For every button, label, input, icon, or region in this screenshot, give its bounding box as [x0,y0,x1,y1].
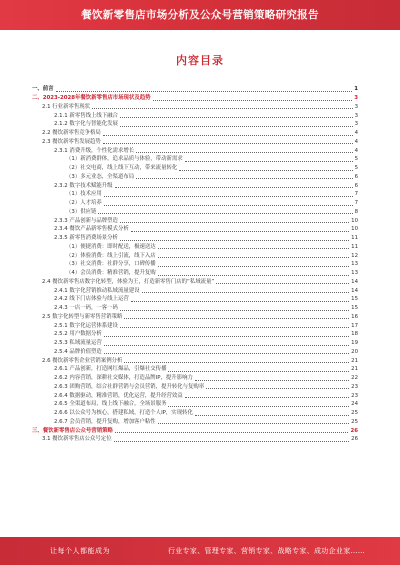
toc-entry[interactable] [32,330,358,339]
toc-entry-text: （3）供应链 [66,208,97,215]
toc-leader-dots [179,170,352,171]
toc-page-number: 4 [354,138,358,145]
toc-page-number: 4 [354,130,358,136]
toc-page-number: 19 [351,340,358,346]
toc-page-number: 16 [351,313,358,320]
toc-entry-text: 2.4.3 一店一码，一客一码 [54,305,118,311]
toc-page-number: 26 [350,427,358,434]
toc-page-number: 24 [351,401,358,408]
toc-entry-text: 2.4.1 数字化营销推动私域流量建设 [54,287,140,294]
toc-entry[interactable] [32,85,358,94]
toc-entry-text: （1）新消费群体，追求品质与体验，带动新需求 [66,156,183,163]
toc-entry-text: 2.5.3 私域流量运营 [54,340,102,346]
toc-entry[interactable] [32,269,358,278]
toc-entry[interactable] [32,435,358,444]
footer-slogan-left: 让每个人都能成为 [50,547,110,555]
toc-entry-text: 2.6.4 数据驱动，精准营销，优化运营，提升经营效益 [54,392,183,399]
toc-leader-dots [206,388,349,389]
toc-entry-text: 2.5.4 品牌价值塑造 [54,348,102,355]
toc-entry[interactable] [32,339,358,348]
toc-page-number: 3 [354,95,358,101]
toc-entry[interactable] [32,348,358,357]
toc-leader-dots [142,292,350,293]
toc-entry-text: 2.3.4 餐饮产品新零售模式分析 [54,226,129,233]
toc-page-number: 3 [354,103,358,110]
toc-entry[interactable] [32,400,358,409]
toc-leader-dots [195,380,349,381]
toc-entry-text: （1）便捷消费：即时配送，极速送达 [66,243,156,250]
toc-entry-text: 2.5.2 用户数据分析 [54,331,102,338]
toc-leader-dots [136,152,352,153]
toc-page-number: 7 [354,191,358,198]
toc-entry-text: 2.2 餐饮新零售竞争格局 [42,130,101,136]
toc-leader-dots [115,432,349,433]
toc-entry[interactable] [32,286,358,295]
toc-leader-dots [136,178,352,179]
toc-leader-dots [103,143,353,144]
toc-entry-text: （3）社交消费：社群分享，口碑传播 [66,261,156,268]
toc-entry[interactable] [32,94,358,103]
toc-leader-dots [124,362,349,363]
toc-entry[interactable] [32,260,358,269]
toc-page-number: 1 [354,86,358,93]
toc-page-number: 20 [351,348,358,355]
toc-entry[interactable] [32,295,358,304]
toc-leader-dots [103,135,353,136]
toc-entry[interactable] [32,216,358,225]
toc-page-number: 25 [351,418,358,425]
report-header [0,0,400,30]
toc-leader-dots [185,161,353,162]
toc-entry-text: 2.1 行业新零售现状 [42,103,91,110]
toc-entry-text: 2.5.1 数字化运营体系建设 [54,322,118,329]
toc-leader-dots [185,397,350,398]
toc-entry-text: 2.6.7 会员营销，提升复购，增加客户粘性 [54,418,156,425]
toc-entry[interactable] [32,208,358,217]
toc-leader-dots [120,240,349,241]
toc-leader-dots [104,336,349,337]
toc-entry[interactable] [32,383,358,392]
toc-leader-dots [168,406,349,407]
toc-page-number: 21 [351,366,358,373]
toc-page-number: 14 [351,278,358,285]
toc-entry[interactable] [32,374,358,383]
toc-page-number: 21 [351,357,358,364]
toc-page-number: 3 [354,121,358,128]
toc-leader-dots [195,415,349,416]
toc-page-number: 11 [351,235,358,241]
toc-entry-text: 2.6.2 内容营销，深耕社交媒体，打造品牌IP，提升影响力 [54,375,193,381]
toc-page-number: 6 [354,173,358,180]
toc-entry[interactable] [32,234,358,243]
toc-leader-dots [168,371,349,372]
toc-leader-dots [104,353,349,354]
toc-leader-dots [104,345,349,346]
toc-entry-text: （2）体验消费：线上引流，线下入店 [66,252,156,259]
toc-page-number: 5 [354,156,358,163]
toc-entry-text: 2.5 数字化转型与新零售营销策略 [42,313,123,320]
toc-page-number: 13 [351,270,358,276]
toc-leader-dots [124,318,349,319]
toc-page-number: 15 [351,296,358,303]
toc-entry[interactable] [32,146,358,155]
toc-entry-text: 2.3.1 消费升级，个性化需求增长 [54,147,135,154]
toc-leader-dots [115,187,353,188]
toc-entry-text: 一、前言 [32,86,54,93]
toc-page-number: 5 [354,165,358,171]
toc-leader-dots [98,213,352,214]
toc-entry[interactable] [32,120,358,129]
toc-entry-text: 2.3.2 数字技术赋能升级 [54,182,113,189]
toc-entry-text: （4）会员消费：精准营销，提升复购 [66,270,156,276]
toc-leader-dots [158,266,349,267]
toc-title: 内容目录 [176,54,224,67]
toc-page-number: 6 [354,182,358,189]
toc-leader-dots [104,205,353,206]
toc-entry[interactable] [32,164,358,173]
toc-entry[interactable] [32,111,358,120]
toc-entry[interactable] [32,199,358,208]
toc-entry-text: （2）社交电商，线上线下互动，带来流量转化 [66,165,178,171]
toc-entry-text: （2）人才培养 [66,200,102,206]
toc-leader-dots [114,441,350,442]
footer-slogan-right: 行业专家、管理专家、营销专家、战略专家、成功企业家…… [168,547,366,555]
toc-entry[interactable] [32,278,358,287]
toc-entry[interactable] [32,304,358,313]
toc-leader-dots [120,327,349,328]
toc-page-number: 26 [351,436,358,443]
toc-page-number: 17 [351,322,358,329]
toc-entry-text: 2.3.5 新零售消费场景分析 [54,235,118,241]
toc-entry[interactable] [32,181,358,190]
toc-page-number: 3 [354,112,358,119]
toc-leader-dots [104,196,353,197]
toc-page-number: 10 [351,217,358,224]
toc-entry-text: （1）技术应用 [66,191,102,198]
toc-leader-dots [120,126,353,127]
toc-page-number: 25 [351,410,358,416]
toc-entry[interactable] [32,103,358,112]
toc-entry-text: 二、2023-2028年餐饮新零售店市场现状及趋势 [32,95,151,101]
toc-entry[interactable] [32,426,358,435]
toc-leader-dots [158,275,349,276]
toc-leader-dots [56,91,353,92]
toc-entry-text: 2.1.2 数字化与智能化发展 [54,121,118,128]
toc-entry[interactable] [32,190,358,199]
toc-entry[interactable] [32,129,358,138]
toc-entry[interactable] [32,243,358,252]
toc-entry-text: 2.1.1 新零售线上线下融合 [54,112,118,119]
toc-entry-text: 2.4 餐饮新零售店数字化转型，体验为王，打造新零售门店的“私域流量” [42,278,215,285]
toc-leader-dots [131,301,349,302]
toc-page-number: 18 [351,331,358,338]
toc-leader-dots [153,100,353,101]
toc-leader-dots [92,108,353,109]
toc-entry-text: 2.3 餐饮新零售发展趋势 [42,138,101,145]
toc-leader-dots [216,283,349,284]
toc-entry-text: 2.6.3 团购营销，结合社群营销与会员营销，提升转化与复购率 [54,383,205,390]
toc-entry[interactable] [32,173,358,182]
toc-leader-dots [158,248,349,249]
toc-page-number: 8 [354,208,358,215]
toc-entry[interactable] [32,138,358,147]
toc-entry[interactable] [32,418,358,427]
toc-leader-dots [158,423,349,424]
toc-entry[interactable] [32,155,358,164]
toc-page-number: 10 [351,226,358,233]
toc-entry[interactable] [32,225,358,234]
toc-entry[interactable] [32,251,358,260]
table-of-contents [32,85,358,444]
toc-leader-dots [158,257,349,258]
toc-entry-text: 2.6 餐饮新零售企业营销案例分析 [42,357,123,364]
toc-entry[interactable] [32,409,358,418]
toc-entry[interactable] [32,321,358,330]
toc-leader-dots [131,231,349,232]
toc-entry[interactable] [32,313,358,322]
toc-entry-text: 2.6.6 以公众号为核心，搭建私域，打造个人IP，实现转化 [54,410,193,416]
toc-entry[interactable] [32,356,358,365]
toc-entry[interactable] [32,391,358,400]
toc-entry-text: 三、餐饮新零售店公众号营销策略 [32,427,113,434]
toc-entry-text: 2.4.2 线下门店体验与线上运营 [54,296,129,303]
report-title: 餐饮新零售店市场分析及公众号营销策略研究报告 [81,9,319,21]
toc-page-number: 13 [351,261,358,268]
toc-page-number: 15 [351,305,358,311]
report-footer [0,537,400,565]
toc-page-number: 4 [354,147,358,154]
toc-entry[interactable] [32,365,358,374]
toc-page-number: 14 [351,287,358,294]
toc-entry-text: 3.1 餐饮新零售店公众号定位 [42,436,112,443]
toc-leader-dots [120,222,349,223]
toc-entry-text: 2.6.1 产品创新，打造网红爆品，引爆社交传播 [54,366,167,373]
toc-leader-dots [120,310,349,311]
toc-entry-text: 2.6.5 全渠道布局，线上线下融合，全场景服务 [54,401,167,408]
toc-entry-text: （3）多元业态，全渠道布局 [66,173,135,180]
toc-page-number: 23 [351,392,358,399]
toc-page-number: 7 [354,200,358,206]
toc-page-number: 23 [351,383,358,390]
toc-page-number: 11 [351,243,358,250]
toc-leader-dots [120,117,353,118]
toc-entry-text: 2.3.3 产品创新与品牌塑造 [54,217,118,224]
toc-page-number: 12 [351,252,358,259]
toc-page-number: 22 [351,375,358,381]
